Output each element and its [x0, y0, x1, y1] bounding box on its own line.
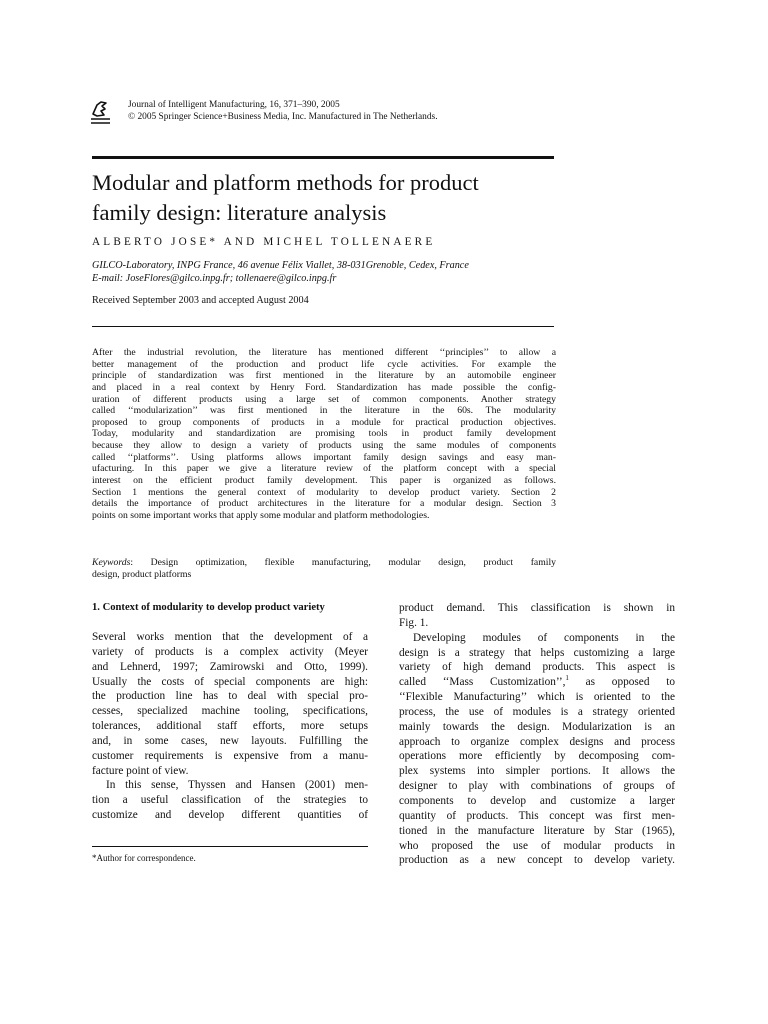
footnote-rule — [92, 846, 368, 847]
body-line: tioned in the manufacture literature by Star (1965), — [399, 824, 675, 837]
left-column — [92, 630, 368, 823]
keywords-text: : Design optimization, flexible manufacturing, modular design, product family — [130, 557, 556, 568]
body-line: and Lehnerd, 1997; Zamirowski and Otto, 1999). — [92, 660, 368, 673]
body-line: operations more efficiently by decomposing com- — [399, 750, 675, 763]
body-line: variety of products is a complex activity (Meyer — [92, 645, 368, 658]
abstract-line: called ‘‘platforms’’. Using platforms allows important family design savings and easy man- — [92, 451, 556, 463]
abstract-line: Today, modularity and standardization are promising tools in product family development — [92, 428, 556, 440]
author-email: E-mail: JoseFlores@gilco.inpg.fr; tollenaere@gilco.inpg.fr — [92, 273, 337, 284]
keywords-label: Keywords — [92, 557, 131, 568]
body-line: customer requirements is expensive from a manu- — [92, 749, 368, 762]
body-line: quantity of products. This concept was first men- — [399, 809, 675, 822]
abstract-line: proposed to group components of products in a module for practical production objectives. — [92, 416, 556, 428]
abstract-line: and placed in a real context by Henry Ford. Standardization has made possible the config- — [92, 381, 556, 393]
body-line: who proposed the use of modular products in — [399, 839, 675, 852]
body-line: In this sense, Thyssen and Hansen (2001) men- — [106, 779, 368, 792]
abstract-top-rule — [92, 326, 554, 327]
body-line: designer to play with combinations of groups of — [399, 780, 675, 793]
abstract-line: interest on the efficient product family development. This paper is organized as follows. — [92, 475, 556, 487]
author-list: ALBERTO JOSE* AND MICHEL TOLLENAERE — [92, 236, 436, 248]
abstract-line: principle of standardization was first mentioned in the literature by an automobile engineer — [92, 370, 556, 382]
body-line: Developing modules of components in the — [413, 631, 675, 644]
abstract-line: After the industrial revolution, the literature has mentioned different ‘‘principles’’ to allow a — [92, 347, 556, 358]
abstract-line: details the importance of product architectures in the literature for a modular design. Section 3 — [92, 498, 556, 510]
body-line: design is a strategy that helps customizing a large — [399, 646, 675, 659]
received-date: Received September 2003 and accepted August 2004 — [92, 295, 309, 306]
copyright-line: © 2005 Springer Science+Business Media, Inc. Manufactured in The Netherlands. — [128, 112, 438, 122]
keywords-text-cont: design, product platforms — [92, 569, 192, 580]
body-line — [399, 675, 675, 690]
footnote: *Author for correspondence. — [92, 853, 196, 863]
abstract-line: Section 1 mentions the general context of modularity to develop product variety. Section 2 — [92, 486, 556, 498]
body-text: as opposed to — [568, 676, 675, 689]
body-line: customize and develop different quantities of — [92, 809, 368, 822]
body-line: tolerances, additional staff efforts, more setups — [92, 720, 368, 733]
title-line-1: Modular and platform methods for product — [92, 170, 479, 195]
footnote-marker: 1 — [565, 674, 569, 683]
title-line-2: family design: literature analysis — [92, 199, 387, 225]
body-line: product demand. This classification is shown in — [399, 602, 675, 614]
springer-horse-logo-icon — [88, 98, 114, 126]
abstract-line: better management of the production and product life cycle activities. For example the — [92, 358, 556, 370]
abstract-line: ufacturing. In this paper we give a literature review of the platform concept with a special — [92, 463, 556, 475]
abstract-line: called ‘‘modularization’’ was first mentioned in the literature in the 60s. The modularity — [92, 405, 556, 417]
body-line: cesses, specialized machine tooling, specifications, — [92, 705, 368, 718]
body-line: ‘‘Flexible Manufacturing’’ which is oriented to the — [399, 691, 675, 704]
body-line: and, in some cases, new layouts. Fulfilling the — [92, 734, 368, 747]
body-line: approach to organize complex designs and process — [399, 735, 675, 748]
body-line: plex systems into simpler portions. It allows the — [399, 765, 675, 778]
body-line: process, the use of modules is a strategy oriented — [399, 705, 675, 718]
body-line: tion a useful classification of the strategies to — [92, 794, 368, 807]
abstract — [92, 347, 556, 522]
abstract-line: points on some important works that apply some modular and platform methodologies. — [92, 509, 430, 521]
body-line: mainly towards the design. Modularization is an — [399, 720, 675, 733]
section-1-heading: 1. Context of modularity to develop product variety — [92, 602, 325, 613]
body-text: called ‘‘Mass Customization’’, — [399, 676, 566, 689]
journal-citation: Journal of Intelligent Manufacturing, 16, 371–390, 2005 — [128, 100, 340, 110]
article-title — [92, 168, 562, 227]
body-line: facture point of view. — [92, 764, 189, 777]
body-line: components to develop and customize a larger — [399, 794, 675, 807]
body-line: production as a new concept to develop variety. — [399, 854, 675, 867]
body-line: the production line has to deal with special pro- — [92, 690, 368, 703]
abstract-line: because they allow to design a variety of products using the same modules of components — [92, 440, 556, 452]
body-line: Several works mention that the development of a — [92, 631, 368, 643]
keywords — [92, 557, 556, 581]
header-rule — [92, 156, 554, 159]
affiliation: GILCO-Laboratory, INPG France, 46 avenue Félix Viallet, 38-031Grenoble, Cedex, France — [92, 260, 469, 271]
body-line: variety of high demand products. This aspect is — [399, 661, 675, 674]
right-column — [399, 601, 675, 868]
abstract-line: uration of different products using a large set of common components. Another strategy — [92, 393, 556, 405]
body-line: Fig. 1. — [399, 616, 429, 629]
body-line: Usually the costs of special components are high: — [92, 675, 368, 688]
